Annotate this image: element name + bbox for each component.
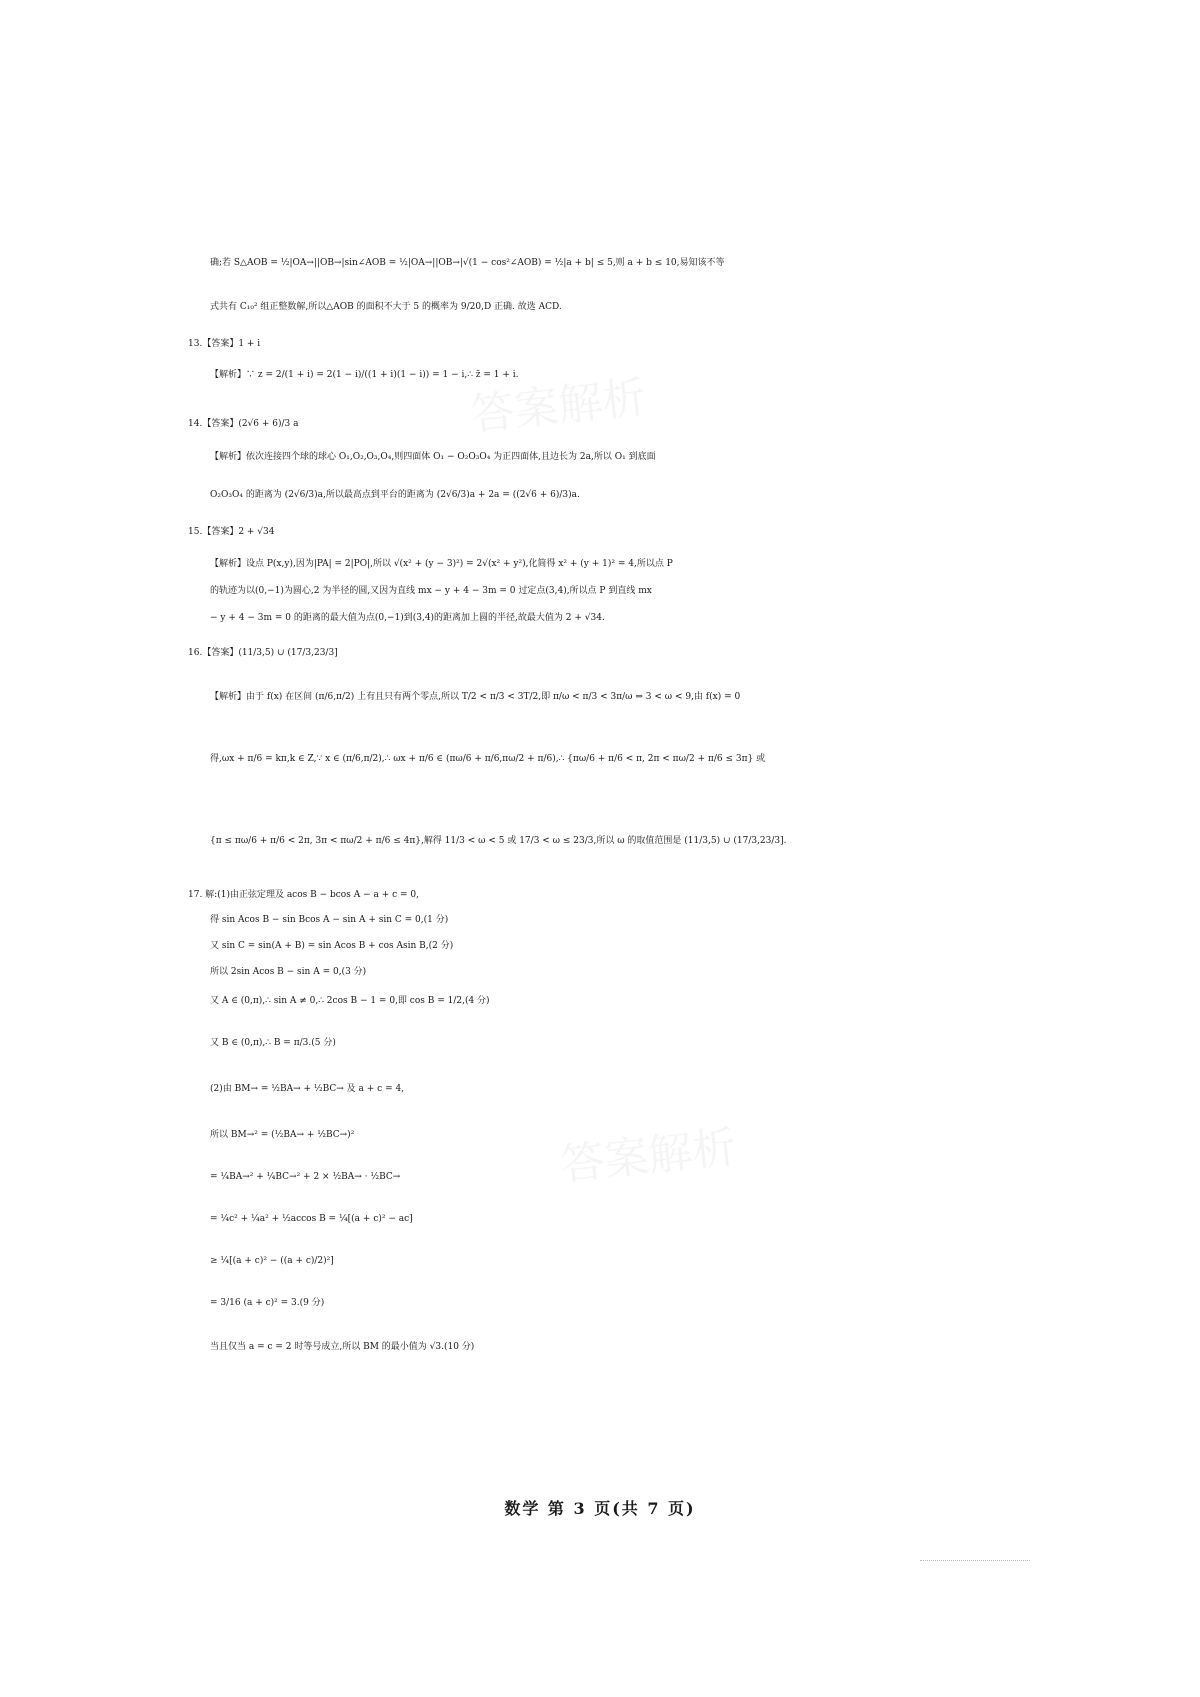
text-line: − y + 4 − 3m = 0 的距离的最大值为点(0,−1)到(3,4)的距离加上圆的半径,故最大值为 2 + √34. [210,613,605,623]
text-line: 所以 BM→² = (½BA→ + ½BC→)² [210,1130,355,1140]
text-line: 又 B ∈ (0,π),∴ B = π/3.(5 分) [210,1038,336,1048]
watermark: 答案解析 [558,1121,739,1192]
text-line: 又 A ∈ (0,π),∴ sin A ≠ 0,∴ 2cos B − 1 = 0,即 cos B = 1/2,(4 分) [210,996,490,1006]
text-line: 式共有 C₁₀² 组正整数解,所以△AOB 的面积不大于 5 的概率为 9/20,D 正确. 故选 ACD. [210,302,562,312]
text-line: = ¼c² + ¼a² + ½accos B = ¼[(a + c)² − ac] [210,1214,413,1224]
text-line: = ¼BA→² + ¼BC→² + 2 × ½BA→ · ½BC→ [210,1172,401,1182]
question-15-answer: 15.【答案】2 + √34 [188,527,275,537]
question-17-solution: 17. 解:(1)由正弦定理及 acos B − bcos A − a + c = 0, [188,890,419,900]
question-13-answer: 13.【答案】1 + i [188,339,261,349]
scan-mark [920,1560,1030,1565]
text-line: (2)由 BM→ = ½BA→ + ½BC→ 及 a + c = 4, [210,1084,405,1094]
text-line: 得 sin Acos B − sin Bcos A − sin A + sin C = 0,(1 分) [210,915,449,925]
text-line: 又 sin C = sin(A + B) = sin Acos B + cos Asin B,(2 分) [210,941,454,951]
text-line: 确;若 S△AOB = ½|OA→||OB→|sin∠AOB = ½|OA→||OB→|√(1 − cos²∠AOB) = ½|a + b| ≤ 5,则 a + b ≤ 10,易知该不等 [210,258,725,268]
question-16-answer: 16.【答案】(11/3,5) ∪ (17/3,23/3] [188,648,338,658]
question-16-analysis: 【解析】由于 f(x) 在区间 (π/6,π/2) 上有且只有两个零点,所以 T/2 < π/3 < 3T/2,即 π/ω < π/3 < 3π/ω ⇒ 3 < ω < 9,由 f(x) = 0 [210,692,741,702]
text-line: 的轨迹为以(0,−1)为圆心,2 为半径的圆,又因为直线 mx − y + 4 − 3m = 0 过定点(3,4),所以点 P 到直线 mx [210,586,652,596]
text-line: 得,ωx + π/6 = kπ,k ∈ Z,∵ x ∈ (π/6,π/2),∴ ωx + π/6 ∈ (πω/6 + π/6,πω/2 + π/6),∴ {πω/6 + π/6 < π, 2π < πω/2 + π/6 ≤ 3π} 或 [210,754,766,764]
question-14-answer: 14.【答案】(2√6 + 6)/3 a [188,419,299,429]
text-line: O₂O₃O₄ 的距离为 (2√6/3)a,所以最高点到平台的距离为 (2√6/3)a + 2a = ((2√6 + 6)/3)a. [210,490,580,500]
question-13-analysis: 【解析】∵ z = 2/(1 + i) = 2(1 − i)/((1 + i)(1 − i)) = 1 − i,∴ z̄ = 1 + i. [210,370,519,380]
page-footer: 数学 第 3 页(共 7 页) [504,1499,696,1518]
text-line: 所以 2sin Acos B − sin A = 0,(3 分) [210,967,367,977]
text-line: ≥ ¼[(a + c)² − ((a + c)/2)²] [210,1256,334,1266]
text-line: = 3/16 (a + c)² = 3.(9 分) [210,1298,325,1308]
question-14-analysis: 【解析】依次连接四个球的球心 O₁,O₂,O₃,O₄,则四面体 O₁ − O₂O₃O₄ 为正四面体,且边长为 2a,所以 O₁ 到底面 [210,452,656,462]
watermark: 答案解析 [468,371,649,442]
question-15-analysis: 【解析】设点 P(x,y),因为|PA| = 2|PO|,所以 √(x² + (y − 3)²) = 2√(x² + y²),化简得 x² + (y + 1)² = 4,所以点 P [210,559,673,569]
text-line: 当且仅当 a = c = 2 时等号成立,所以 BM 的最小值为 √3.(10 分) [210,1342,475,1352]
text-line: {π ≤ πω/6 + π/6 < 2π, 3π < πω/2 + π/6 ≤ 4π},解得 11/3 < ω < 5 或 17/3 < ω ≤ 23/3,所以 ω 的取值范围是 (11/3,5) ∪ (17/3,23/3]. [210,836,787,846]
